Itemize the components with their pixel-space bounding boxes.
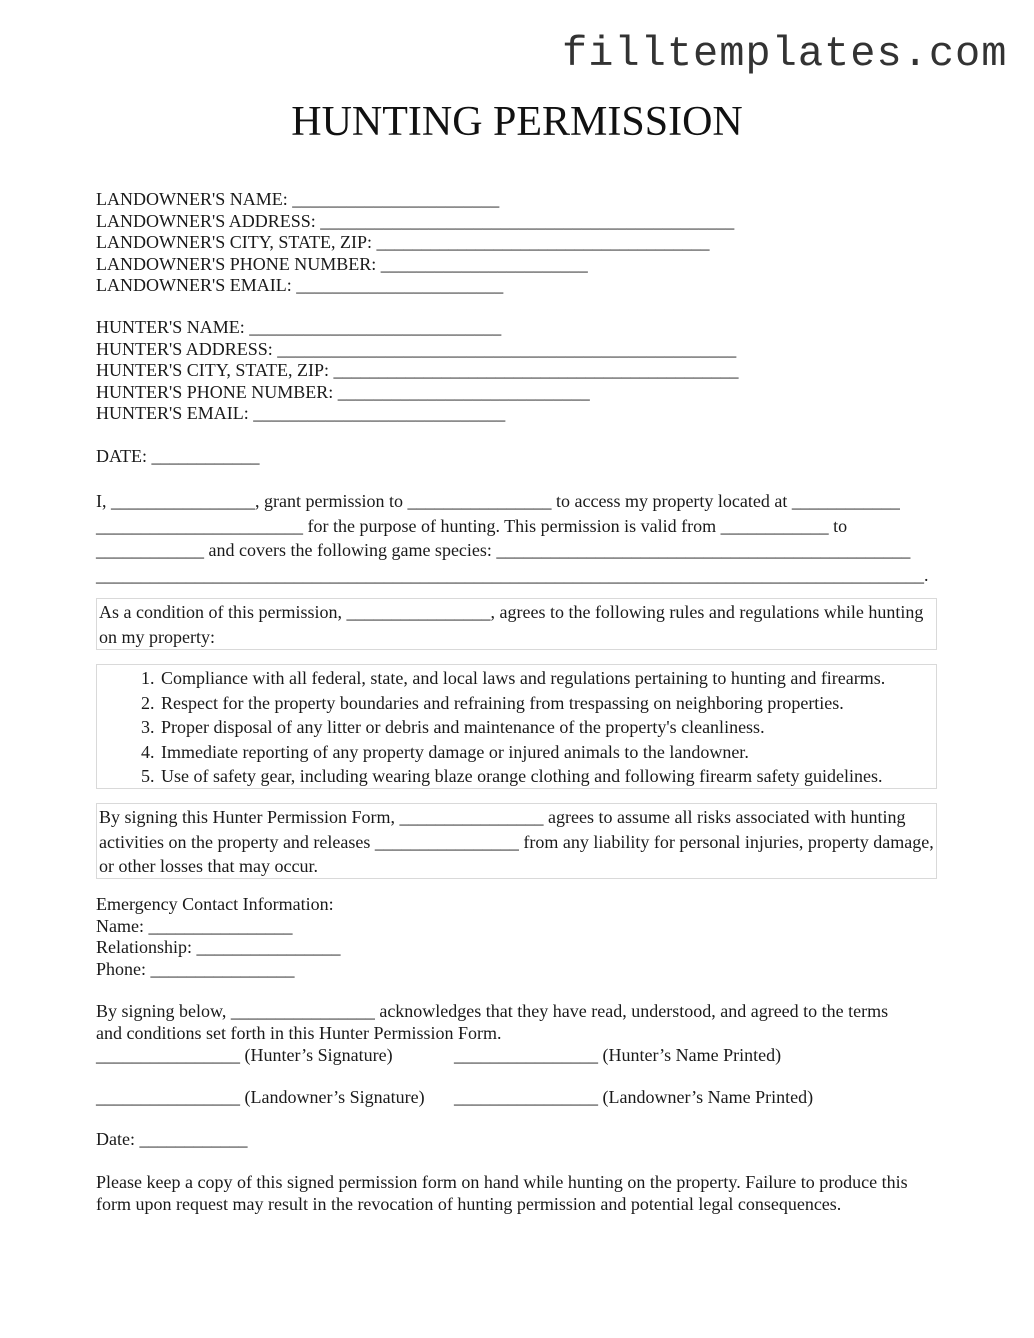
hunter-section [96,317,738,425]
footer-line: form upon request may result in the revocation of hunting permission and potential legal consequences. [96,1193,842,1214]
condition-box [96,598,937,650]
landowner-name-field[interactable]: LANDOWNER'S NAME: _______________________ [96,189,500,209]
hunter-phone-field[interactable]: HUNTER'S PHONE NUMBER: ____________________________ [96,381,590,402]
rules-box [96,664,937,789]
hunter-email-field[interactable]: HUNTER'S EMAIL: ____________________________ [96,403,506,423]
hunter-city-field[interactable]: HUNTER'S CITY, STATE, ZIP: _____________________________________________ [96,360,739,380]
landowner-city-field[interactable]: LANDOWNER'S CITY, STATE, ZIP: _____________________________________ [96,232,710,252]
landowner-section [96,189,734,297]
landowner-phone-field[interactable]: LANDOWNER'S PHONE NUMBER: _______________________ [96,253,588,274]
rule-item: 2. Respect for the property boundaries and refraining from trespassing on neighboring properties. [159,691,934,716]
landowner-address-field[interactable]: LANDOWNER'S ADDRESS: ______________________________________________ [96,210,735,231]
emergency-section [96,894,341,980]
acknowledge-line[interactable]: By signing below, ________________ acknowledges that they have read, understood, and agreed to the terms [96,1001,889,1021]
emergency-relationship-field[interactable]: Relationship: ________________ [96,937,341,957]
grant-line[interactable]: ____________________________________________________________________________________________. [96,564,929,585]
grant-paragraph [96,489,929,587]
grant-line[interactable]: ____________ and covers the following game species: ______________________________________________ [96,540,911,560]
hunter-name-field[interactable]: HUNTER'S NAME: ____________________________ [96,317,502,337]
landowner-name-printed-field[interactable]: ________________ (Landowner’s Name Printed) [454,1087,814,1107]
rule-item: 3. Proper disposal of any litter or debris and maintenance of the property's cleanliness. [159,715,934,740]
emergency-heading: Emergency Contact Information: [96,894,334,914]
landowner-signature-field[interactable]: ________________ (Landowner’s Signature) [96,1087,425,1107]
footer-line: Please keep a copy of this signed permission form on hand while hunting on the property. Failure to produce this [96,1172,908,1192]
watermark-logo: filltemplates.com [562,30,1008,78]
emergency-phone-field[interactable]: Phone: ________________ [96,958,295,979]
footer-notice [96,1172,908,1215]
grant-line[interactable]: I, ________________, grant permission to ________________ to access my property located at ____________ [96,491,900,511]
date-field[interactable]: DATE: ____________ [96,446,260,466]
rule-item: 5. Use of safety gear, including wearing blaze orange clothing and following firearm safety guidelines. [159,764,934,789]
rule-item: 4. Immediate reporting of any property damage or injured animals to the landowner. [159,740,934,765]
acknowledge-paragraph [96,1001,888,1044]
hunter-signature-field[interactable]: ________________ (Hunter’s Signature) [96,1045,393,1065]
rule-item: 1. Compliance with all federal, state, and local laws and regulations pertaining to hunting and firearms. [159,666,934,691]
landowner-email-field[interactable]: LANDOWNER'S EMAIL: _______________________ [96,275,504,295]
rules-list [99,666,934,789]
hunter-address-field[interactable]: HUNTER'S ADDRESS: ___________________________________________________ [96,338,737,359]
emergency-name-field[interactable]: Name: ________________ [96,915,293,936]
release-box [96,803,937,879]
condition-text[interactable]: As a condition of this permission, ________________, agrees to the following rules and regulations while hunting on my property: [99,602,924,647]
release-text[interactable]: By signing this Hunter Permission Form, ________________ agrees to assume all risks associated with hunting activities on the property and releases ________________ from any liability for personal injuries, property damage, or other losses that may occur. [99,807,934,876]
grant-line[interactable]: _______________________ for the purpose of hunting. This permission is valid from ____________ to [96,515,848,536]
document-title: HUNTING PERMISSION [291,99,743,145]
hunter-name-printed-field[interactable]: ________________ (Hunter’s Name Printed) [454,1045,782,1065]
acknowledge-line: and conditions set forth in this Hunter Permission Form. [96,1022,502,1043]
closing-date-field[interactable]: Date: ____________ [96,1129,248,1149]
